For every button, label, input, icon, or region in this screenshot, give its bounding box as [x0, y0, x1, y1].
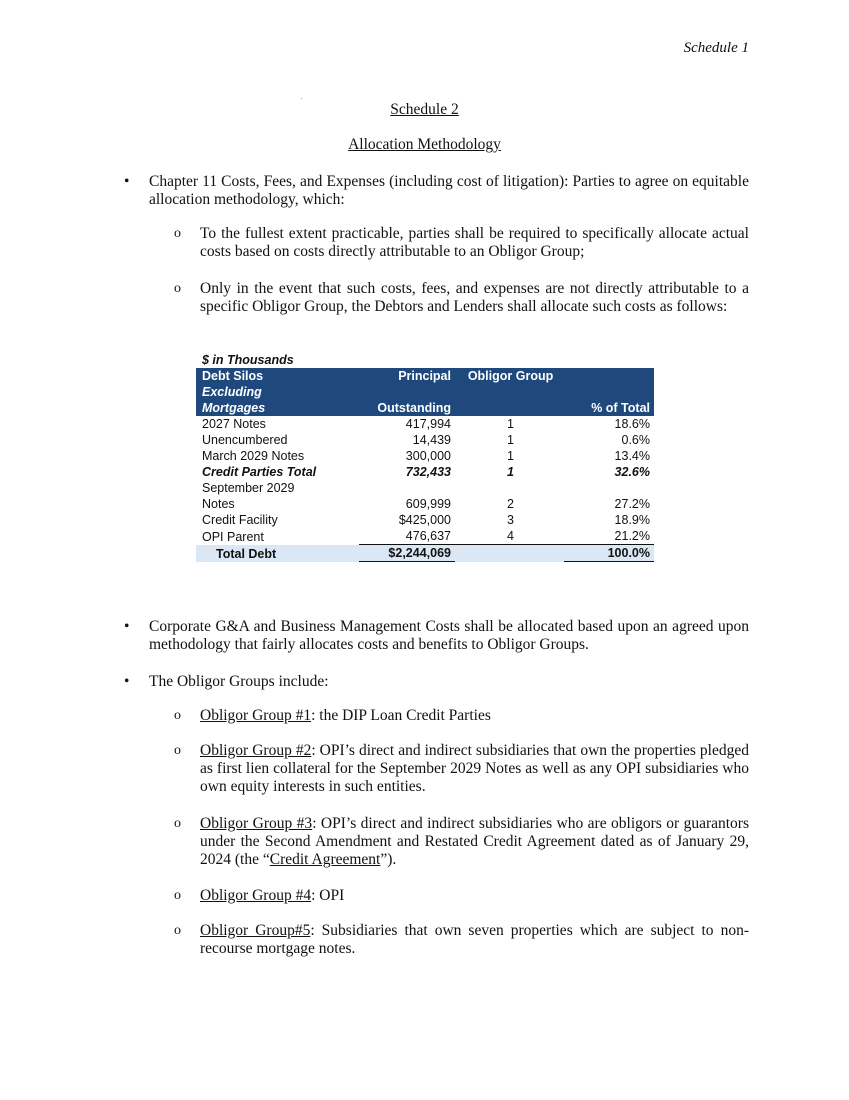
row-principal: 732,433	[405, 465, 451, 479]
row-group: 4	[455, 528, 564, 545]
debt-allocation-table	[196, 352, 654, 562]
bullet-obligor-groups: The Obligor Groups include:	[149, 673, 329, 690]
circle-bullet-icon: o	[174, 708, 181, 723]
row-pct: 21.2%	[564, 528, 654, 545]
stray-mark	[301, 98, 302, 99]
header-outstanding: Outstanding	[359, 400, 455, 416]
obligor-group-label: Obligor Group #2	[200, 742, 312, 759]
table-row	[196, 432, 654, 448]
obligor-group-text-tail: ”).	[380, 851, 397, 868]
header-debt-silos: Debt Silos	[196, 368, 359, 384]
bullet-corporate-ga: Corporate G&A and Business Management Costs shall be allocated based upon an agreed upon methodology that fairly allocates costs and benefits to Obligor Groups.	[149, 618, 749, 653]
obligor-group-text: : OPI’s direct and indirect subsidiaries who are obligors or guarantors under the Second Amendment and Restated Credit Agreement dated as of January 29, 2024 (the “	[200, 815, 749, 868]
row-name: Credit Facility	[202, 513, 278, 527]
table-row	[196, 496, 654, 512]
row-group: 1	[507, 465, 514, 479]
table-row-subtotal	[196, 464, 654, 480]
obligor-group-3	[200, 815, 749, 869]
total-name: Total Debt	[196, 545, 359, 562]
table-total-row	[196, 545, 654, 562]
header-mortgages: Mortgages	[196, 400, 359, 416]
header-obligor-group: Obligor Group	[455, 368, 564, 384]
total-pct: 100.0%	[564, 545, 654, 562]
row-principal: 609,999	[405, 497, 451, 511]
row-pct: 0.6%	[621, 433, 650, 447]
row-group: 1	[507, 433, 514, 447]
circle-bullet-icon: o	[174, 226, 181, 241]
row-pct: 27.2%	[614, 497, 650, 511]
obligor-group-text: : OPI’s direct and indirect subsidiaries that own the properties pledged as first lien collateral for the September 2029 Notes as well as any OPI subsidiaries who own equity interests in such entities.	[200, 742, 750, 795]
page-title: Schedule 2	[390, 101, 459, 118]
row-principal: 476,637	[359, 528, 455, 545]
row-group: 1	[507, 449, 514, 463]
table-row	[196, 480, 654, 496]
obligor-group-label: Obligor Group #1	[200, 707, 312, 724]
row-principal: 300,000	[405, 449, 451, 463]
header-excluding: Excluding	[196, 384, 359, 400]
table-row	[196, 512, 654, 528]
row-principal: $425,000	[398, 513, 451, 527]
obligor-group-4	[200, 887, 749, 905]
row-name: September 2029	[202, 481, 295, 495]
table-header-row	[196, 368, 654, 384]
obligor-group-text: : OPI	[311, 887, 345, 904]
circle-bullet-icon: o	[174, 923, 181, 938]
obligor-group-1	[200, 707, 749, 725]
circle-bullet-icon: o	[174, 816, 181, 831]
row-name: Notes	[202, 497, 235, 511]
row-principal: 14,439	[412, 433, 451, 447]
row-pct: 18.9%	[614, 513, 650, 527]
sub-bullet-allocate-actual: To the fullest extent practicable, parties shall be required to specifically allocate actual costs based on costs directly attributable to an Obligor Group;	[200, 225, 749, 260]
row-group: 1	[507, 417, 514, 431]
obligor-group-2	[200, 742, 749, 796]
header-principal: Principal	[359, 368, 455, 384]
page-subtitle: Allocation Methodology	[348, 136, 501, 153]
table-row	[196, 528, 654, 545]
row-group: 3	[507, 513, 514, 527]
obligor-group-label: Obligor Group #4	[200, 887, 312, 904]
row-group: 2	[507, 497, 514, 511]
circle-bullet-icon: o	[174, 888, 181, 903]
row-name: Credit Parties Total	[202, 465, 317, 479]
obligor-group-label: Obligor Group #3	[200, 815, 313, 832]
row-principal: 417,994	[405, 417, 451, 431]
table-row	[196, 448, 654, 464]
header-pct-total: % of Total	[564, 400, 654, 416]
table-header-row	[196, 400, 654, 416]
table-header-row	[196, 384, 654, 400]
total-principal: $2,244,069	[359, 545, 455, 562]
bullet-icon: •	[124, 173, 130, 190]
obligor-group-text: : the DIP Loan Credit Parties	[311, 707, 491, 724]
row-name: Unencumbered	[202, 433, 288, 447]
row-name: 2027 Notes	[202, 417, 266, 431]
credit-agreement-defined-term: Credit Agreement	[269, 851, 381, 868]
row-pct: 18.6%	[614, 417, 650, 431]
row-name: OPI Parent	[202, 529, 264, 544]
table-units-label: $ in Thousands	[202, 353, 294, 367]
sub-bullet-allocate-follows: Only in the event that such costs, fees, and expenses are not directly attributable to a specific Obligor Group, the Debtors and Lenders shall allocate such costs as follows:	[200, 280, 749, 315]
table-row	[196, 416, 654, 432]
row-pct: 32.6%	[614, 465, 650, 479]
circle-bullet-icon: o	[174, 743, 181, 758]
circle-bullet-icon: o	[174, 281, 181, 296]
schedule-header-label: Schedule 1	[683, 40, 749, 56]
row-name: March 2029 Notes	[202, 449, 305, 463]
bullet-chapter11: Chapter 11 Costs, Fees, and Expenses (including cost of litigation): Parties to agree on equitable allocation methodology, which:	[149, 173, 749, 208]
obligor-group-label: Obligor Group#5	[200, 922, 311, 939]
obligor-group-text: : Subsidiaries that own seven properties which are subject to non-recourse mortgage notes.	[200, 922, 749, 957]
obligor-group-5	[200, 922, 749, 958]
row-pct: 13.4%	[614, 449, 650, 463]
bullet-icon: •	[124, 673, 130, 690]
bullet-icon: •	[124, 618, 130, 635]
